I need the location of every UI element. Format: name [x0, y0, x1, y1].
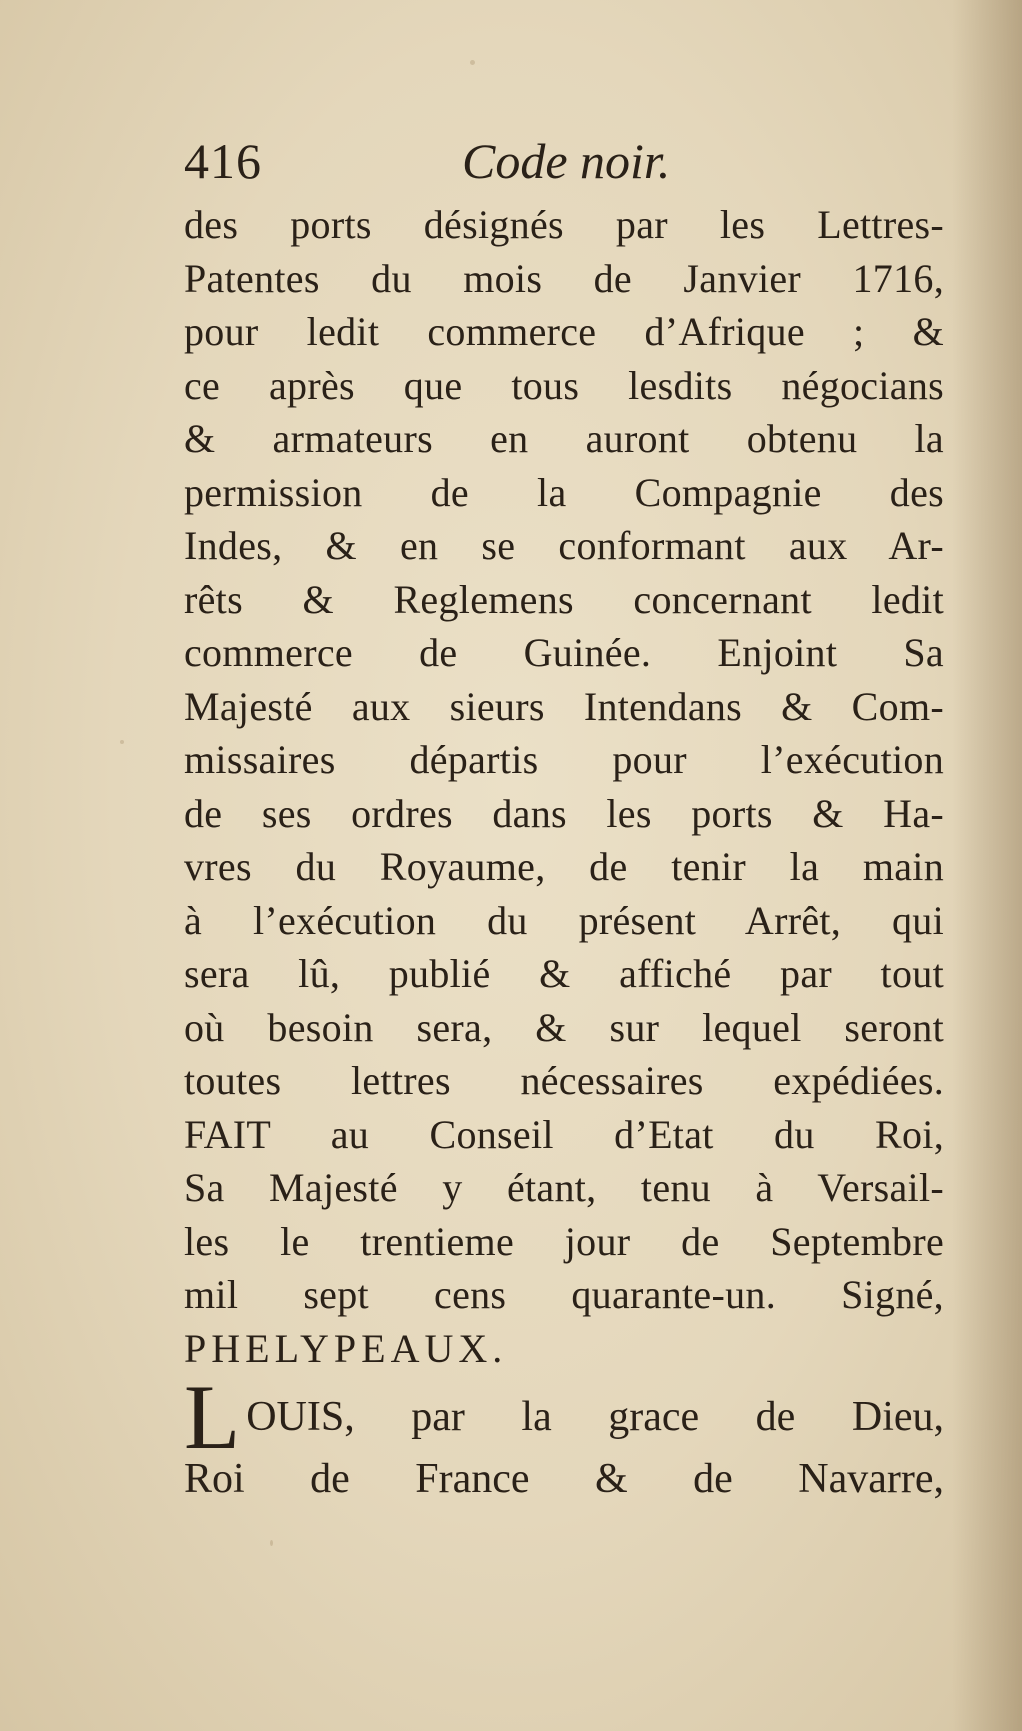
- text-line: pour ledit commerce d’Afrique ; &: [184, 309, 944, 354]
- text-line: ce après que tous lesdits négocians: [184, 362, 944, 408]
- text-line: Indes, & en se conformant aux Ar-: [184, 523, 944, 568]
- text-line: missaires départis pour l’exécution: [184, 737, 944, 782]
- opening-line-2: Roi de France & de Navarre,: [184, 1456, 944, 1502]
- opening-line-text: OUIS, par la grace de Dieu,: [246, 1394, 944, 1440]
- text-line: & armateurs en auront obtenu la: [184, 416, 944, 461]
- text-line: Patentes du mois de Janvier 1716,: [184, 255, 944, 301]
- body-text: [184, 198, 944, 1375]
- paper-speck: [120, 740, 124, 744]
- paper-speck: [270, 1540, 273, 1546]
- paper-speck: [470, 60, 475, 65]
- text-line: où besoin sera, & sur lequel seront: [184, 1004, 944, 1050]
- drop-cap: L: [184, 1366, 241, 1468]
- running-head: [184, 132, 944, 192]
- text-line: rêts & Reglemens concernant ledit: [184, 576, 944, 622]
- page-number: 416: [184, 133, 262, 189]
- text-line: à l’exécution du présent Arrêt, qui: [184, 897, 944, 943]
- next-document-opening: [184, 1366, 944, 1510]
- running-title: Code noir.: [462, 133, 671, 189]
- signatory-name: PHELYPEAUX.: [184, 1325, 508, 1371]
- text-line: sera lû, publié & affiché par tout: [184, 951, 944, 996]
- text-line: permission de la Compagnie des: [184, 469, 944, 515]
- text-line: de ses ordres dans les ports & Ha-: [184, 790, 944, 836]
- text-line: toutes lettres nécessaires expédiées.: [184, 1058, 944, 1103]
- text-line: FAIT au Conseil d’Etat du Roi,: [184, 1111, 944, 1157]
- text-line: vres du Royaume, de tenir la main: [184, 844, 944, 889]
- opening-line: [184, 1366, 944, 1468]
- text-line: commerce de Guinée. Enjoint Sa: [184, 630, 944, 675]
- text-line: Sa Majesté y étant, tenu à Versail-: [184, 1165, 944, 1210]
- text-line: des ports désignés par les Lettres-: [184, 202, 944, 247]
- text-line: Majesté aux sieurs Intendans & Com-: [184, 683, 944, 729]
- text-line: mil sept cens quarante-un. Signé,: [184, 1272, 944, 1317]
- text-line: les le trentieme jour de Septembre: [184, 1218, 944, 1264]
